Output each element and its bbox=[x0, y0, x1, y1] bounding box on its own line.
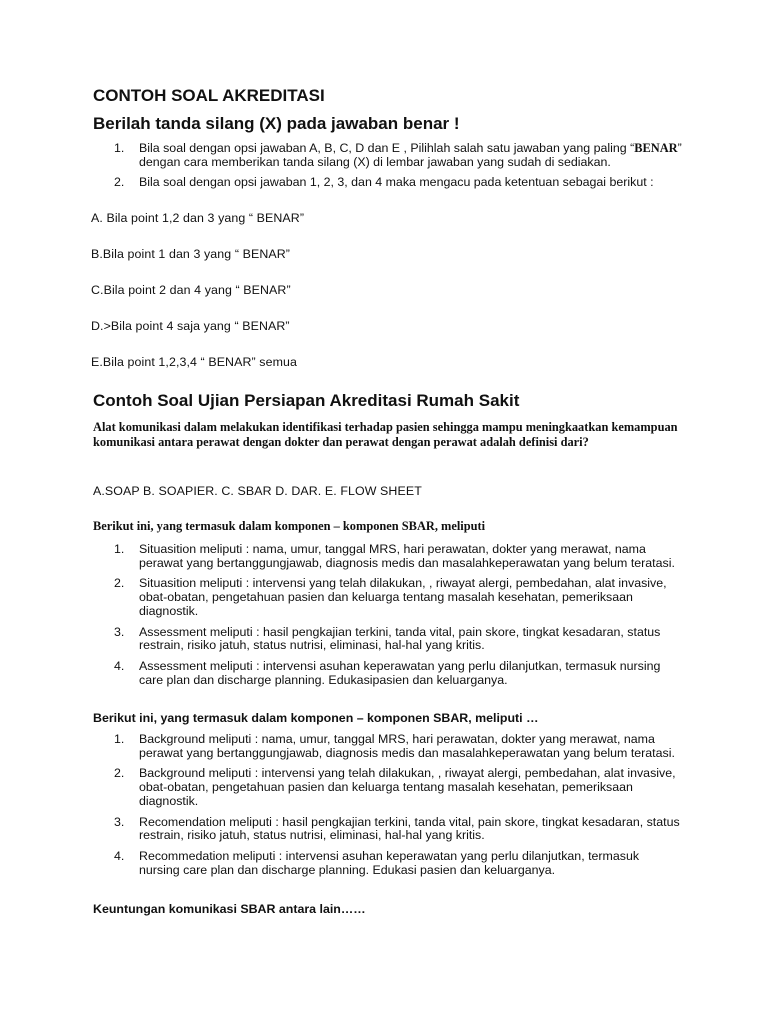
list-item bbox=[93, 767, 683, 808]
item-number: 2. bbox=[114, 766, 125, 781]
rule-number: 2. bbox=[114, 175, 125, 190]
list-item bbox=[93, 660, 683, 687]
item-number: 1. bbox=[114, 732, 125, 746]
option-b: B.Bila point 1 dan 3 yang “ BENAR” bbox=[91, 247, 290, 261]
option-c: C.Bila point 2 dan 4 yang “ BENAR” bbox=[91, 283, 291, 297]
list-item bbox=[93, 816, 683, 843]
question-1-answers: A.SOAP B. SOAPIER. C. SBAR D. DAR. E. FLOW SHEET bbox=[93, 484, 422, 498]
question-1: Alat komunikasi dalam melakukan identifikasi terhadap pasien sehingga mampu meningkaatkan kemampuan komunikasi antara perawat dengan dokter dan perawat dengan perawat adalah definisi dari? bbox=[93, 420, 678, 449]
rule-text: Bila soal dengan opsi jawaban 1, 2, 3, dan 4 maka mengacu pada ketentuan sebagai berikut : bbox=[139, 175, 654, 190]
instruction-heading: Berilah tanda silang (X) pada jawaban benar ! bbox=[93, 114, 460, 133]
rules-list bbox=[93, 142, 683, 190]
question-4: Keuntungan komunikasi SBAR antara lain…… bbox=[93, 902, 366, 916]
item-text: Background meliputi : intervensi yang telah dilakukan, , riwayat alergi, pembedahan, alat invasive, obat-obatan, pengetahuan pasien dan keluarga tentang masalah kesehatan, pemeriksaan diagnostik. bbox=[139, 766, 676, 808]
rule-number: 1. bbox=[114, 141, 125, 155]
rule-item bbox=[93, 142, 683, 169]
rule-text-end: ” dengan cara memberikan tanda silang (X) di lembar jawaban yang sudah di sediakan. bbox=[139, 141, 682, 169]
list-item bbox=[93, 543, 683, 570]
item-number: 4. bbox=[114, 848, 125, 863]
item-text: Recommedation meliputi : intervensi asuhan keperawatan yang perlu dilanjutkan, termasuk nursing care plan dan discharge planning. Edukasi pasien dan keluarganya. bbox=[139, 848, 640, 877]
list-item bbox=[93, 733, 683, 760]
item-text: Assessment meliputi : hasil pengkajian terkini, tanda vital, pain skore, tingkat kesadaran, status restrain, risiko jatuh, status nutrisi, eliminasi, hal-hal yang kritis. bbox=[139, 624, 661, 653]
rule-text-bold: BENAR bbox=[634, 141, 678, 155]
item-number: 3. bbox=[114, 624, 125, 639]
item-text: Recomendation meliputi : hasil pengkajian terkini, tanda vital, pain skore, tingkat kesadaran, status restrain, risiko jatuh, status nutrisi, eliminasi, hal-hal yang kritis. bbox=[139, 814, 680, 843]
list-item bbox=[93, 850, 683, 877]
question-3-list bbox=[93, 733, 683, 877]
item-number: 3. bbox=[114, 814, 125, 829]
option-a: A. Bila point 1,2 dan 3 yang “ BENAR” bbox=[91, 211, 305, 225]
section-title: Contoh Soal Ujian Persiapan Akreditasi Rumah Sakit bbox=[93, 391, 520, 410]
document-title: CONTOH SOAL AKREDITASI bbox=[93, 86, 325, 105]
item-text: Assessment meliputi : intervensi asuhan keperawatan yang perlu dilanjutkan, termasuk nursing care plan dan discharge planning. Edukasipasien dan keluarganya. bbox=[139, 658, 661, 687]
question-2: Berikut ini, yang termasuk dalam komponen – komponen SBAR, meliputi bbox=[93, 519, 486, 533]
question-3: Berikut ini, yang termasuk dalam komponen – komponen SBAR, meliputi … bbox=[93, 711, 539, 725]
item-text: Situasition meliputi : nama, umur, tanggal MRS, hari perawatan, dokter yang merawat, nama perawat yang bertanggungjawab, diagnosis medis dan masalahkeperawatan yang belum teratasi. bbox=[139, 542, 675, 570]
option-d: D.>Bila point 4 saja yang “ BENAR” bbox=[91, 319, 290, 333]
item-text: Background meliputi : nama, umur, tanggal MRS, hari perawatan, dokter yang merawat, nama perawat yang bertanggungjawab, diagnosis medis dan masalahkeperawatan yang belum teratasi. bbox=[139, 732, 675, 760]
option-e: E.Bila point 1,2,3,4 “ BENAR” semua bbox=[91, 355, 297, 369]
rule-text-start: Bila soal dengan opsi jawaban A, B, C, D dan E , Pilihlah salah satu jawaban yang paling “ bbox=[139, 141, 635, 155]
list-item bbox=[93, 626, 683, 653]
item-text: Situasition meliputi : intervensi yang telah dilakukan, , riwayat alergi, pembedahan, alat invasive, obat-obatan, pengetahuan pasien dan keluarga tentang masalah kesehatan, pemeriksaan diagnostik. bbox=[139, 576, 667, 618]
item-number: 2. bbox=[114, 576, 125, 591]
list-item bbox=[93, 577, 683, 618]
rule-item bbox=[93, 176, 683, 190]
item-number: 4. bbox=[114, 658, 125, 673]
question-2-list bbox=[93, 543, 683, 687]
item-number: 1. bbox=[114, 542, 125, 556]
